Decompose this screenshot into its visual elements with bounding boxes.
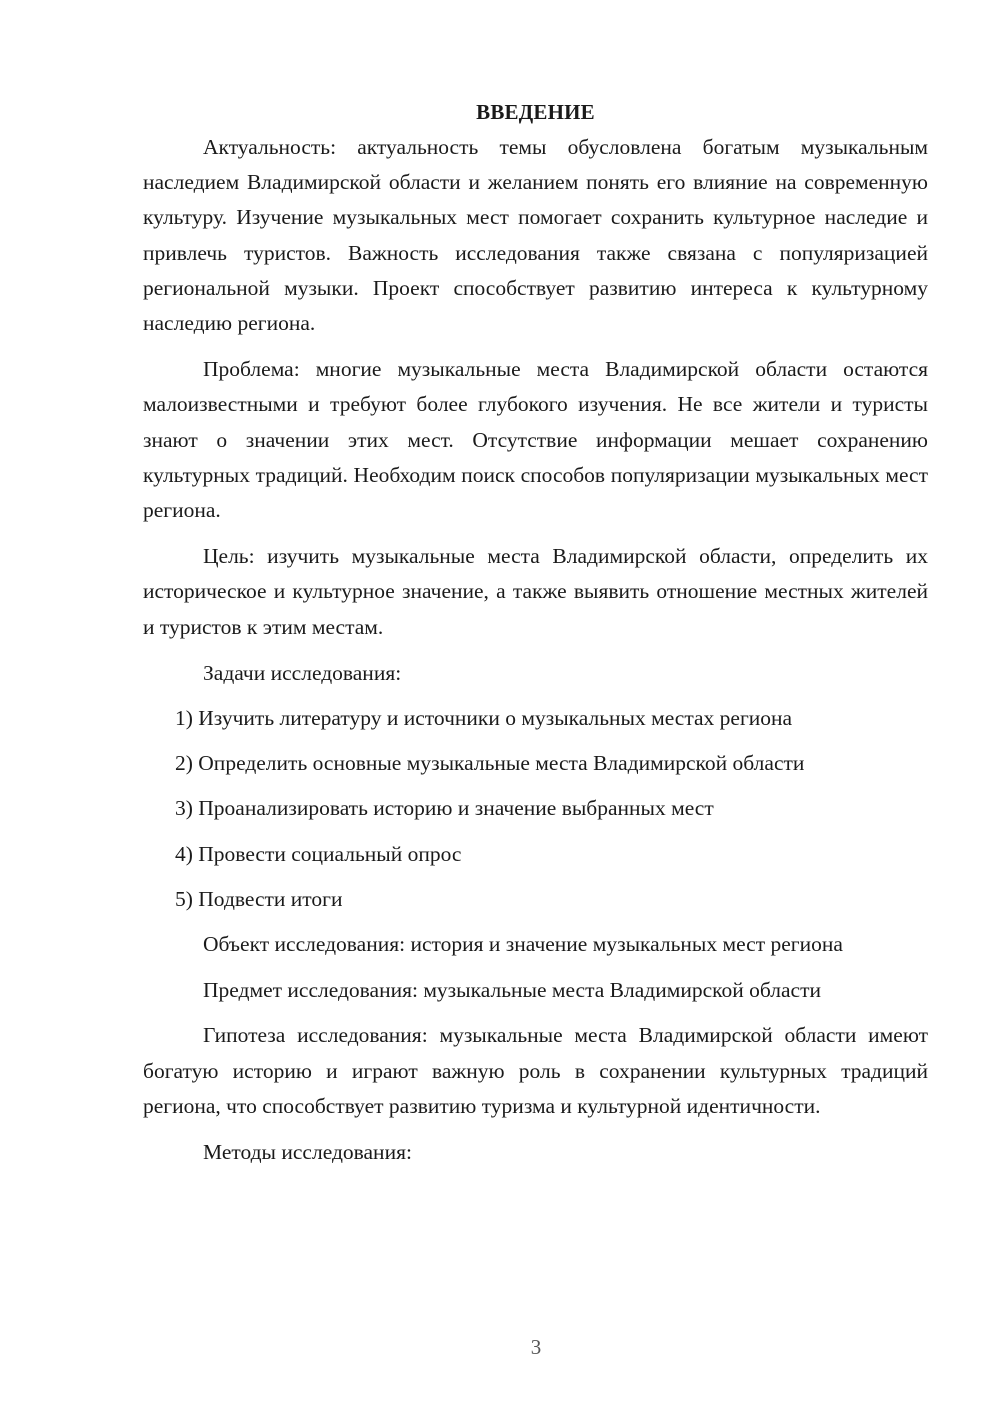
subject-paragraph: Предмет исследования: музыкальные места Владимирской области	[203, 978, 821, 1003]
list-item: 1) Изучить литературу и источники о музыкальных местах региона	[175, 706, 793, 731]
list-item: 4) Провести социальный опрос	[175, 841, 462, 866]
list-item: 5) Подвести итоги	[175, 886, 343, 911]
methods-title: Методы исследования:	[203, 1140, 412, 1165]
relevance-paragraph: Актуальность: актуальность темы обусловлена богатым музыкальным наследием Владимирской области и желанием понять его влияние на современную культуру. Изучение музыкальных мест помогает сохранить культурное наследие и привлечь туристов. Важность исследования также связана с популяризацией региональной музыки. Проект способствует развитию интереса к культурному наследию региона.	[143, 135, 928, 336]
list-item: 2) Определить основные музыкальные места Владимирской области	[175, 751, 805, 776]
section-heading: ВВЕДЕНИЕ	[476, 100, 595, 124]
list-item: 3) Проанализировать историю и значение выбранных мест	[175, 796, 714, 821]
document-page	[143, 95, 928, 1180]
problem-paragraph: Проблема: многие музыкальные места Владимирской области остаются малоизвестными и требуют более глубокого изучения. Не все жители и туристы знают о значении этих мест. Отсутствие информации мешает сохранению культурных традиций. Необходим поиск способов популяризации музыкальных мест региона.	[143, 357, 928, 523]
tasks-list	[143, 701, 928, 917]
tasks-title: Задачи исследования:	[203, 660, 402, 685]
page-number: 3	[530, 1335, 542, 1359]
goal-paragraph: Цель: изучить музыкальные места Владимирской области, определить их историческое и культурное значение, а также выявить отношение местных жителей и туристов к этим местам.	[143, 544, 928, 639]
object-paragraph: Объект исследования: история и значение музыкальных мест региона	[203, 932, 843, 957]
hypothesis-paragraph: Гипотеза исследования: музыкальные места Владимирской области имеют богатую историю и играют важную роль в сохранении культурных традиций региона, что способствует развитию туризма и культурной идентичности.	[143, 1023, 928, 1118]
